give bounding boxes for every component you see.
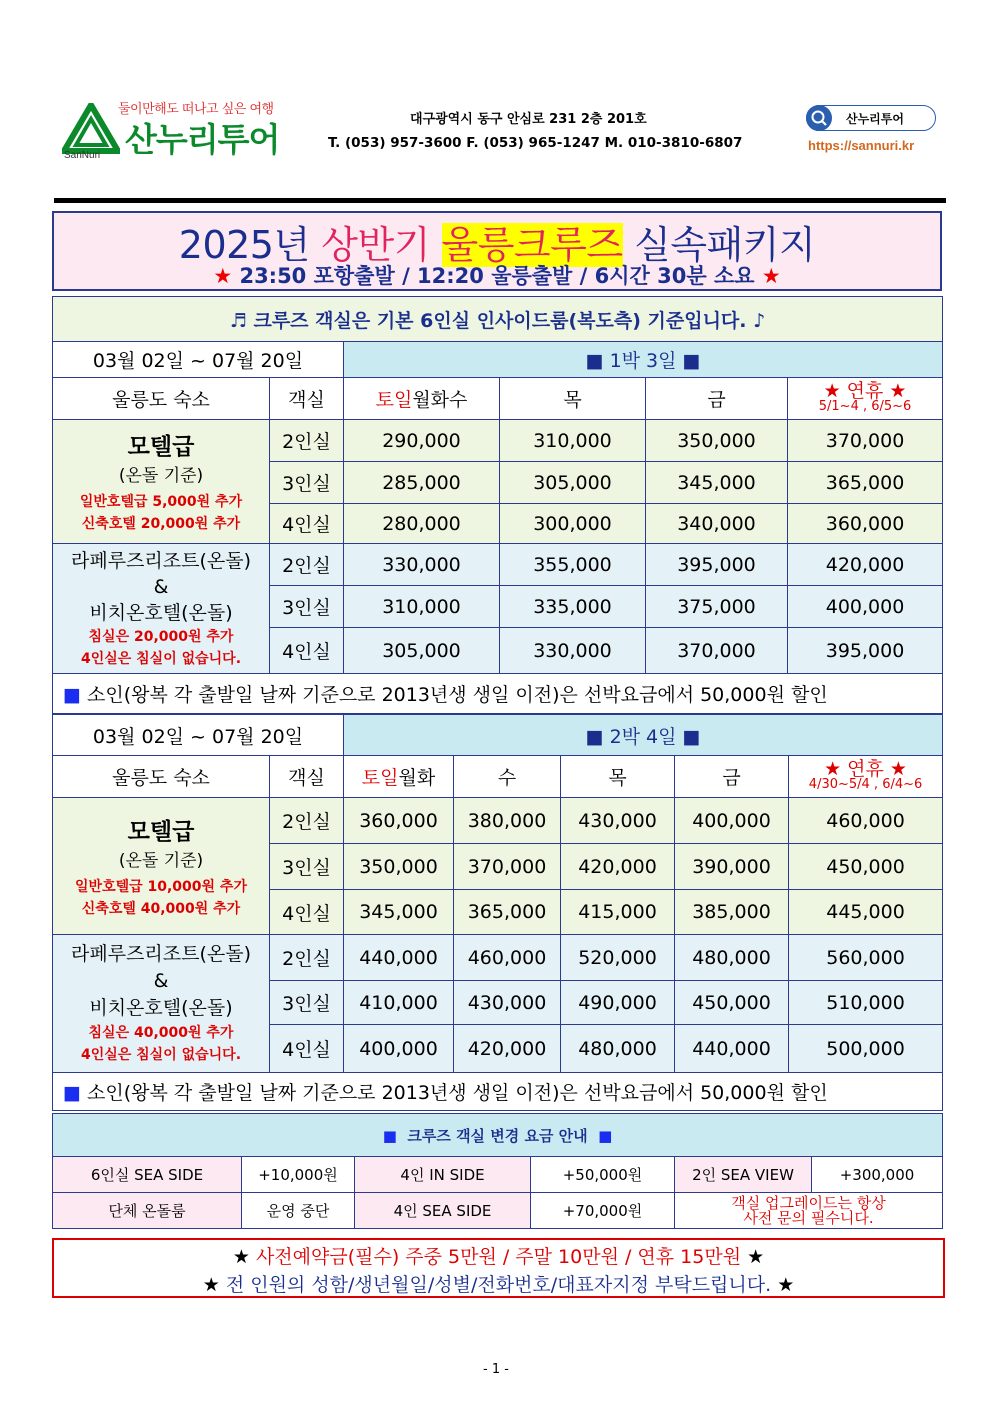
header-weekday: 토일월화 <box>344 756 454 798</box>
cabin-change-table <box>52 1113 943 1229</box>
price-cell: 440,000 <box>675 1025 789 1073</box>
price-cell: 345,000 <box>646 462 788 504</box>
logo-triangle-icon <box>62 103 120 155</box>
price-cell: 490,000 <box>561 981 675 1025</box>
period-label: 03월 02일 ~ 07월 20일 <box>53 715 344 756</box>
star-icon: ★ <box>213 264 233 288</box>
page-subtitle <box>52 260 942 290</box>
title-year: 2025년 <box>178 223 310 267</box>
cabin-option: 4인 SEA SIDE <box>355 1193 531 1229</box>
header-lodge: 울릉도 숙소 <box>53 756 270 798</box>
search-keyword[interactable]: 산누리투어 <box>846 112 904 126</box>
title-product: 울릉크루즈 <box>441 223 623 267</box>
price-cell: 310,000 <box>344 586 500 628</box>
star-icon: ★ <box>747 1246 765 1268</box>
price-cell: 415,000 <box>561 890 675 935</box>
lodge-resort: 라페루즈리조트(온돌) & 비치온호텔(온돌) 침실은 40,000원 추가 4인실은 침실이 없습니다. <box>53 935 270 1073</box>
room-type: 4인실 <box>270 628 344 674</box>
price-cell: 430,000 <box>561 798 675 844</box>
price-cell: 480,000 <box>675 935 789 981</box>
cabin-fee: 운영 중단 <box>242 1193 355 1229</box>
room-type: 4인실 <box>270 1025 344 1073</box>
header-thu: 목 <box>500 378 646 420</box>
period-label: 03월 02일 ~ 07월 20일 <box>53 342 344 378</box>
cabin-fee: +10,000원 <box>242 1157 355 1193</box>
room-type: 2인실 <box>270 420 344 462</box>
price-cell: 330,000 <box>500 628 646 674</box>
cabin-fee: +70,000원 <box>531 1193 675 1229</box>
star-icon: ★ <box>777 1274 795 1296</box>
price-cell: 385,000 <box>675 890 789 935</box>
price-cell: 500,000 <box>789 1025 943 1073</box>
cabin-option: 6인실 SEA SIDE <box>53 1157 242 1193</box>
price-cell: 290,000 <box>344 420 500 462</box>
star-icon: ★ <box>202 1274 220 1296</box>
company-name-en: SanNuri <box>64 150 101 161</box>
price-cell: 430,000 <box>454 981 561 1025</box>
child-discount-note: ■ 소인(왕복 각 출발일 날짜 기준으로 2013년생 생일 이전)은 선박요금에서 50,000원 할인 <box>53 674 943 714</box>
header-holiday: ★ 연휴 ★ 4/30~5/4 , 6/4~6 <box>789 756 943 798</box>
room-type: 3인실 <box>270 844 344 890</box>
room-type: 3인실 <box>270 981 344 1025</box>
room-type: 4인실 <box>270 890 344 935</box>
search-icon[interactable] <box>806 105 832 131</box>
price-cell: 300,000 <box>500 504 646 544</box>
deposit-line: ★ 사전예약금(필수) 주중 5만원 / 주말 10만원 / 연휴 15만원 ★ <box>232 1246 765 1268</box>
title-half: 상반기 <box>321 223 430 267</box>
price-cell: 360,000 <box>344 798 454 844</box>
price-cell: 440,000 <box>344 935 454 981</box>
price-cell: 560,000 <box>789 935 943 981</box>
header-lodge: 울릉도 숙소 <box>53 378 270 420</box>
square-icon: ■ <box>63 1082 81 1104</box>
price-cell: 420,000 <box>788 544 943 586</box>
child-discount-note: ■ 소인(왕복 각 출발일 날짜 기준으로 2013년생 생일 이전)은 선박요금에서 50,000원 할인 <box>53 1073 943 1111</box>
square-icon: ■ <box>63 684 81 706</box>
price-table-2n4d <box>52 714 943 1111</box>
lodge-motel: 모텔급 (온돌 기준) 일반호텔급 10,000원 추가 신축호텔 40,000원 추가 <box>53 798 270 935</box>
header-holiday: ★ 연휴 ★ 5/1~4 , 6/5~6 <box>788 378 943 420</box>
price-cell: 370,000 <box>646 628 788 674</box>
cabin-option: 4인 IN SIDE <box>355 1157 531 1193</box>
price-cell: 520,000 <box>561 935 675 981</box>
lodge-resort: 라페루즈리조트(온돌) & 비치온호텔(온돌) 침실은 20,000원 추가 4인실은 침실이 없습니다. <box>53 544 270 674</box>
cabin-option: 단체 온돌룸 <box>53 1193 242 1229</box>
price-cell: 400,000 <box>344 1025 454 1073</box>
price-cell: 335,000 <box>500 586 646 628</box>
address: 대구광역시 동구 안심로 231 2층 201호 <box>410 112 647 127</box>
price-cell: 365,000 <box>454 890 561 935</box>
price-cell: 400,000 <box>675 798 789 844</box>
room-type: 2인실 <box>270 935 344 981</box>
subtitle-text: 23:50 포항출발 / 12:20 울릉출발 / 6시간 30분 소요 <box>239 264 755 288</box>
price-cell: 420,000 <box>454 1025 561 1073</box>
price-cell: 445,000 <box>789 890 943 935</box>
header-room: 객실 <box>270 378 344 420</box>
header-thu: 목 <box>561 756 675 798</box>
title-package: 실속패키지 <box>634 223 816 267</box>
room-type: 3인실 <box>270 586 344 628</box>
cabin-notice: ♬ 크루즈 객실은 기본 6인실 인사이드룸(복도측) 기준입니다. ♪ <box>53 297 943 342</box>
price-table-1n3d <box>52 296 943 714</box>
contact-numbers: T. (053) 957-3600 F. (053) 965-1247 M. 010-3810-6807 <box>328 135 743 151</box>
price-cell: 370,000 <box>454 844 561 890</box>
price-cell: 285,000 <box>344 462 500 504</box>
room-type: 2인실 <box>270 544 344 586</box>
price-cell: 280,000 <box>344 504 500 544</box>
price-cell: 370,000 <box>788 420 943 462</box>
room-type: 3인실 <box>270 462 344 504</box>
price-cell: 450,000 <box>789 844 943 890</box>
room-type: 4인실 <box>270 504 344 544</box>
logo-slogan: 둘이만해도 떠나고 싶은 여행 <box>118 102 274 117</box>
price-cell: 395,000 <box>788 628 943 674</box>
price-cell: 450,000 <box>675 981 789 1025</box>
price-cell: 410,000 <box>344 981 454 1025</box>
plan-title: ■ 2박 4일 ■ <box>344 715 943 756</box>
header-divider <box>54 198 946 203</box>
price-cell: 360,000 <box>788 504 943 544</box>
price-cell: 395,000 <box>646 544 788 586</box>
company-name: 산누리투어 <box>125 120 280 159</box>
price-cell: 460,000 <box>454 935 561 981</box>
price-cell: 365,000 <box>788 462 943 504</box>
cabin-option: 2인 SEA VIEW <box>675 1157 812 1193</box>
price-cell: 390,000 <box>675 844 789 890</box>
upgrade-note: 객실 업그레이드는 항상 사전 문의 필수니다. <box>675 1193 943 1229</box>
cabin-fee: +300,000 <box>812 1157 943 1193</box>
price-cell: 305,000 <box>500 462 646 504</box>
cabin-fee: +50,000원 <box>531 1157 675 1193</box>
price-cell: 400,000 <box>788 586 943 628</box>
price-cell: 310,000 <box>500 420 646 462</box>
personal-info-line: ★ 전 인원의 성함/생년월일/성별/전화번호/대표자지정 부탁드립니다. ★ <box>202 1274 795 1296</box>
header-fri: 금 <box>646 378 788 420</box>
header-weekday: 토일월화수 <box>344 378 500 420</box>
header-room: 객실 <box>270 756 344 798</box>
plan-title: ■ 1박 3일 ■ <box>344 342 943 378</box>
site-url[interactable]: https://sannuri.kr <box>808 138 915 153</box>
price-cell: 350,000 <box>344 844 454 890</box>
price-cell: 460,000 <box>789 798 943 844</box>
header-wed: 수 <box>454 756 561 798</box>
star-icon: ★ <box>761 264 781 288</box>
price-cell: 305,000 <box>344 628 500 674</box>
price-cell: 420,000 <box>561 844 675 890</box>
lodge-motel: 모텔급 (온돌 기준) 일반호텔급 5,000원 추가 신축호텔 20,000원 추가 <box>53 420 270 544</box>
price-cell: 345,000 <box>344 890 454 935</box>
price-cell: 330,000 <box>344 544 500 586</box>
price-cell: 340,000 <box>646 504 788 544</box>
change-title: ■ 크루즈 객실 변경 요금 안내 ■ <box>53 1114 943 1157</box>
page-number: - 1 - <box>483 1362 509 1377</box>
price-cell: 350,000 <box>646 420 788 462</box>
price-cell: 510,000 <box>789 981 943 1025</box>
header-fri: 금 <box>675 756 789 798</box>
price-cell: 355,000 <box>500 544 646 586</box>
price-cell: 375,000 <box>646 586 788 628</box>
room-type: 2인실 <box>270 798 344 844</box>
star-icon: ★ <box>232 1246 250 1268</box>
price-cell: 480,000 <box>561 1025 675 1073</box>
price-cell: 380,000 <box>454 798 561 844</box>
